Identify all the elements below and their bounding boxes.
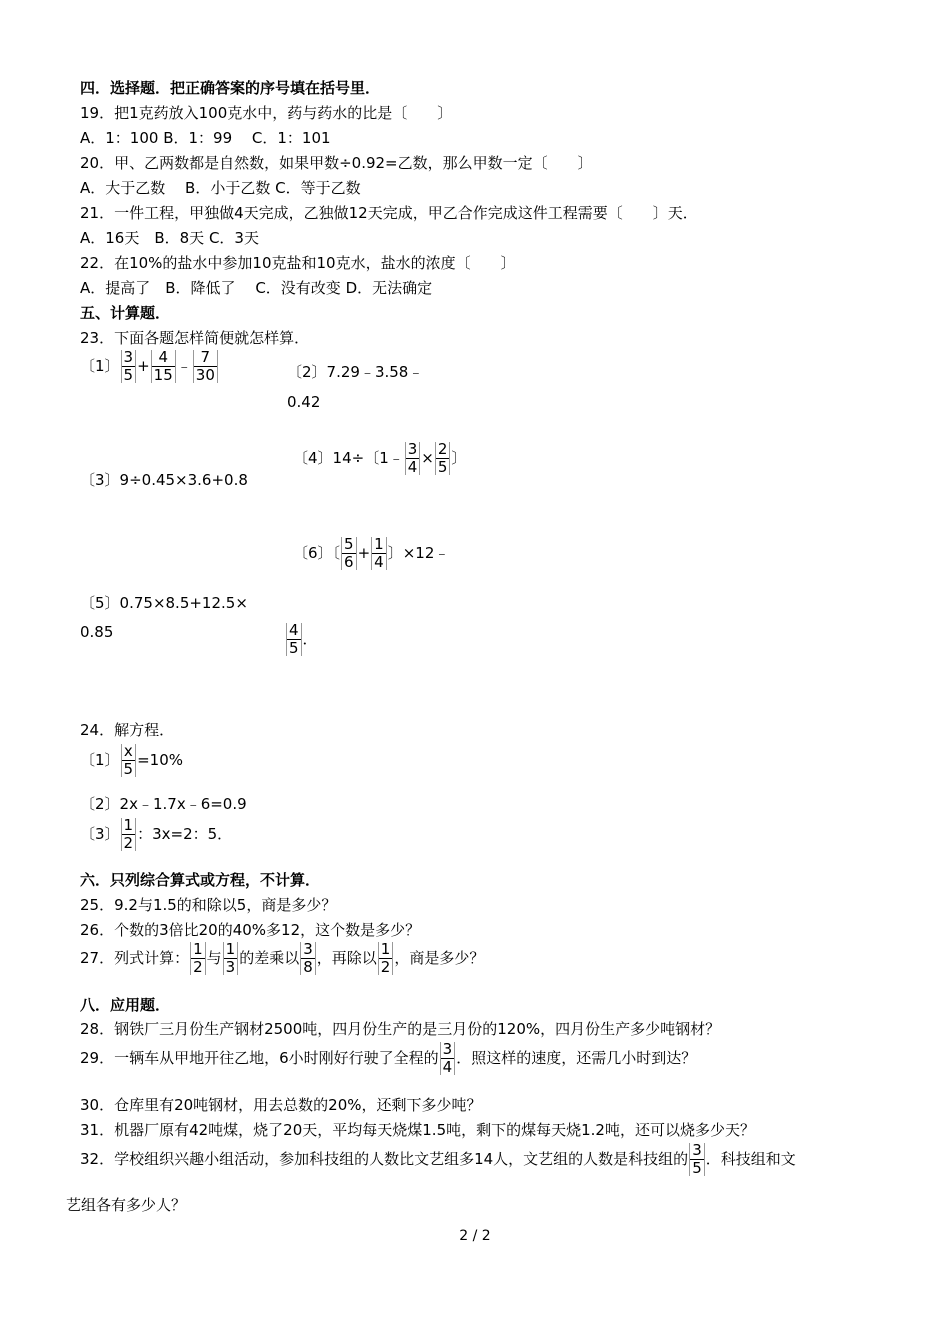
fraction: $\frac{3}{4}$ (440, 1042, 456, 1075)
question-22: 22．在10%的盐水中参加10克盐和10克水，盐水的浓度〔 〕 (80, 254, 516, 272)
fraction: $\frac{1}{4}$ (371, 537, 387, 570)
fraction: $\frac{7}{30}$ (193, 350, 218, 383)
question-19-options: A．1：100 B．1：99 C．1：101 (80, 129, 331, 147)
question-19: 19．把1克药放入100克水中，药与药水的比是〔 〕 (80, 104, 453, 122)
question-23: 23．下面各题怎样简便就怎样算． (80, 329, 310, 347)
fraction: $\frac{4}{5}$ (286, 623, 302, 656)
equation-2: 〔2〕2x﹣1.7x﹣6=0.9 (80, 795, 247, 813)
section-4-heading: 四．选择题．把正确答案的序号填在括号里． (80, 79, 381, 97)
fraction: $\frac{x}{5}$ (121, 744, 137, 777)
equation-1: 〔1〕 $\frac{x}{5}$ =10% (80, 742, 184, 778)
section-6-heading: 六．只列综合算式或方程，不计算． (80, 871, 321, 889)
question-29: 29．一辆车从甲地开往乙地，6小时刚好行驶了全程的 $\frac{3}{4}$ ．照这样的速度，还需几小时到达？ (80, 1040, 697, 1076)
fraction: $\frac{1}{2}$ (190, 942, 206, 975)
fraction: $\frac{5}{6}$ (341, 537, 357, 570)
fraction: $\frac{1}{2}$ (121, 818, 137, 851)
fraction: $\frac{3}{8}$ (300, 942, 316, 975)
question-20-options: A．大于乙数 B．小于乙数 C．等于乙数 (80, 179, 361, 197)
question-30: 30．仓库里有20吨钢材，用去总数的20%，还剩下多少吨？ (80, 1096, 482, 1114)
question-26: 26．个数的3倍比20的40%多12，这个数是多少？ (80, 921, 421, 939)
calc-3: 〔3〕9÷0.45×3.6+0.8 (80, 471, 248, 489)
question-21: 21．一件工程，甲独做4天完成，乙独做12天完成，甲乙合作完成这件工程需要〔 〕天． (80, 204, 698, 222)
calc-1: 〔1〕 $\frac{3}{5}$ + $\frac{4}{15}$ ﹣ $\frac{7}{30}$ (80, 350, 219, 383)
fraction: $\frac{3}{4}$ (405, 442, 421, 475)
section-5-heading: 五、计算题． (80, 304, 171, 322)
fraction: $\frac{3}{5}$ (121, 350, 137, 383)
question-21-options: A．16天 B．8天 C．3天 (80, 229, 259, 247)
calc-4: 〔4〕14÷〔1﹣ $\frac{3}{4}$ × $\frac{2}{5}$ 〕 (293, 440, 467, 476)
calc-5-line1: 〔5〕0.75×8.5+12.5× (80, 594, 248, 612)
question-32-line2: 艺组各有多少人？ (66, 1196, 187, 1214)
question-22-options: A．提高了 B．降低了 C．没有改变 D．无法确定 (80, 279, 433, 297)
question-32: 32．学校组织兴趣小组活动，参加科技组的人数比文艺组多14人，文艺组的人数是科技组的 $\frac{3}{5}$ ．科技组和文 (80, 1141, 796, 1177)
calc-2-line2: 0.42 (287, 393, 321, 411)
calc-1-label: 〔1〕 (80, 357, 120, 375)
fraction: $\frac{1}{3}$ (223, 942, 239, 975)
calc-5-line2: 0.85 (80, 623, 114, 641)
question-24: 24．解方程． (80, 721, 175, 739)
calc-2-line1: 〔2〕7.29﹣3.58﹣ (287, 363, 424, 381)
page-number: 2 / 2 (459, 1228, 491, 1244)
fraction: $\frac{3}{5}$ (689, 1143, 705, 1176)
question-31: 31．机器厂原有42吨煤，烧了20天，平均每天烧煤1.5吨，剩下的煤每天烧1.2吨，还可以烧多少天？ (80, 1121, 755, 1139)
section-8-heading: 八．应用题． (80, 996, 171, 1014)
calc-6: 〔6〕〔 $\frac{5}{6}$ + $\frac{1}{4}$ 〕×12﹣ (293, 535, 450, 571)
fraction: $\frac{2}{5}$ (435, 442, 451, 475)
fraction: $\frac{1}{2}$ (378, 942, 394, 975)
equation-3: 〔3〕 $\frac{1}{2}$ ：3x=2：5． (80, 816, 233, 852)
question-20: 20．甲、乙两数都是自然数，如果甲数÷0.92=乙数，那么甲数一定〔 〕 (80, 154, 593, 172)
fraction: $\frac{4}{15}$ (151, 350, 176, 383)
question-28: 28．钢铁厂三月份生产钢材2500吨，四月份生产的是三月份的120%，四月份生产多少吨钢材？ (80, 1020, 721, 1038)
question-27: 27．列式计算： $\frac{1}{2}$ 与 $\frac{1}{3}$ 的差乘以 $\frac{3}{8}$ ，再除以 $\frac{1}{2}$ ，商是多少？ (80, 940, 485, 976)
question-25: 25．9.2与1.5的和除以5，商是多少？ (80, 896, 337, 914)
calc-6-tail: $\frac{4}{5}$ ． (285, 623, 318, 656)
